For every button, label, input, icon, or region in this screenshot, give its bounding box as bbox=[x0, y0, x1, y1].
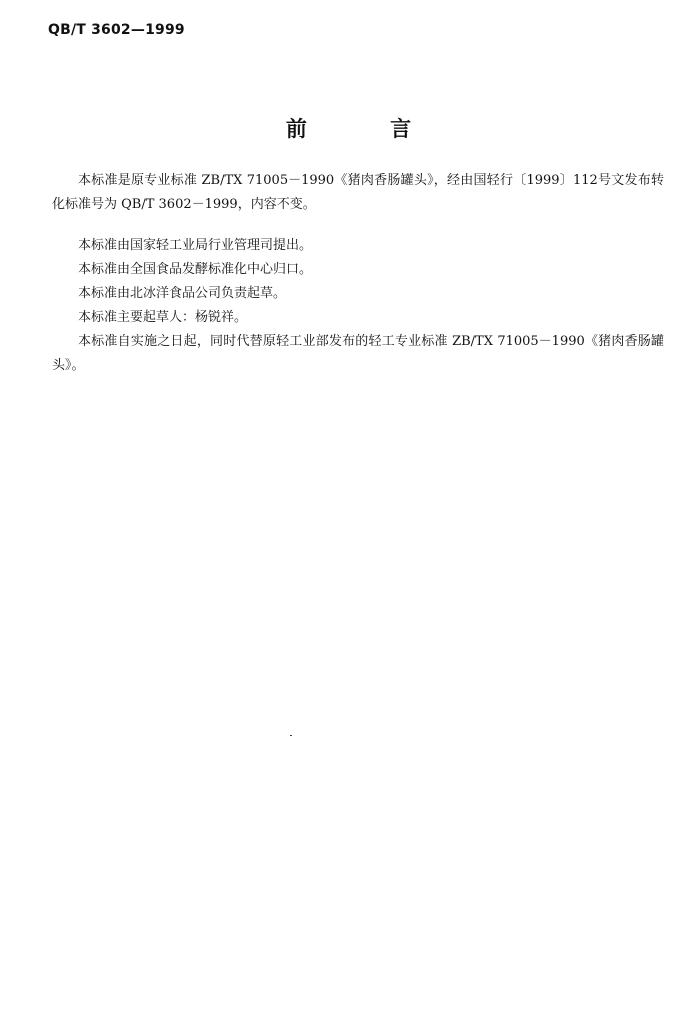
preface-title: 前 言 bbox=[285, 117, 450, 141]
preface-paragraph-replacement: 本标准自实施之日起，同时代替原轻工业部发布的轻工专业标准 ZB/TX 71005－1990《猪肉香肠罐头》。 bbox=[52, 334, 664, 373]
preface-paragraph-proposer: 本标准由国家轻工业局行业管理司提出。 bbox=[78, 238, 313, 253]
preface-paragraph-conversion: 本标准是原专业标准 ZB/TX 71005－1990《猪肉香肠罐头》，经由国轻行〔1999〕112号文发布转化标准号为 QB/T 3602－1999，内容不变。 bbox=[52, 173, 664, 212]
preface-paragraph-administrator: 本标准由全国食品发酵标准化中心归口。 bbox=[78, 262, 313, 277]
preface-paragraph-drafter: 本标准主要起草人：杨锐祥。 bbox=[78, 310, 248, 325]
preface-paragraph-drafting-unit: 本标准由北冰洋食品公司负责起草。 bbox=[78, 286, 287, 301]
standard-number-header: QB/T 3602—1999 bbox=[48, 22, 185, 38]
scan-speck bbox=[290, 735, 292, 736]
